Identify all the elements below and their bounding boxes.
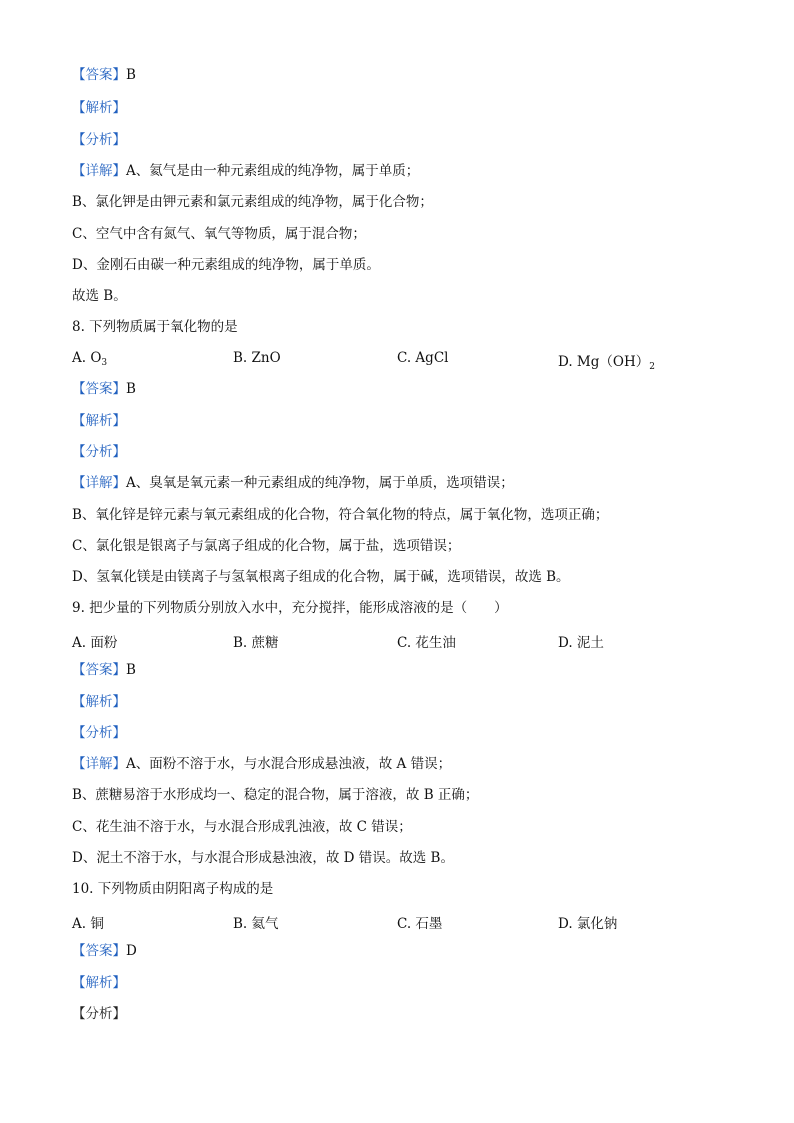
option-a: A. $O_3$ xyxy=(72,350,108,368)
answer-value: B xyxy=(126,67,136,83)
detail-line: C、花生油不溶于水，与水混合形成乳浊液，故 C 错误； xyxy=(72,819,412,835)
detail-tag: 【详解】 xyxy=(72,475,126,491)
option-a: A. 面粉 xyxy=(72,635,118,651)
fenxi-tag-line xyxy=(72,131,126,149)
answer-line xyxy=(72,661,136,679)
answer-line xyxy=(72,66,136,84)
answer-line xyxy=(72,380,136,398)
answer-tag: 【答案】 xyxy=(72,662,126,678)
analysis-tag-line xyxy=(72,974,126,992)
answer-tag: 【答案】 xyxy=(72,67,126,83)
detail-line: C、空气中含有氮气、氧气等物质，属于混合物； xyxy=(72,226,366,242)
question-stem: 8. 下列物质属于氧化物的是 xyxy=(72,319,238,335)
detail-line: B、氧化锌是锌元素与氧元素组成的化合物，符合氧化物的特点，属于氧化物，选项正确； xyxy=(72,507,609,523)
answer-value: B xyxy=(126,381,136,397)
fenxi-tag: 【分析】 xyxy=(72,1006,126,1022)
analysis-tag-line xyxy=(72,412,126,430)
answer-line xyxy=(72,942,137,960)
answer-value: B xyxy=(126,662,136,678)
option-c: C. 石墨 xyxy=(397,916,443,932)
detail-line: D、氢氧化镁是由镁离子与氢氧根离子组成的化合物，属于碱，选项错误，故选 B。 xyxy=(72,569,570,585)
option-a: A. 铜 xyxy=(72,916,104,932)
jiexi-tag: 【解析】 xyxy=(72,413,126,429)
answer-tag: 【答案】 xyxy=(72,943,126,959)
fenxi-tag-line xyxy=(72,443,126,461)
question-stem: 9. 把少量的下列物质分别放入水中，充分搅拌，能形成溶液的是（ ） xyxy=(72,600,508,616)
analysis-tag-line xyxy=(72,99,126,117)
fenxi-tag: 【分析】 xyxy=(72,725,126,741)
detail-line: C、氯化银是银离子与氯离子组成的化合物，属于盐，选项错误； xyxy=(72,538,461,554)
jiexi-tag: 【解析】 xyxy=(72,975,126,991)
fenxi-tag: 【分析】 xyxy=(72,132,126,148)
option-b: B. 蔗糖 xyxy=(233,635,279,651)
detail-tag: 【详解】 xyxy=(72,756,126,772)
detail-line xyxy=(72,162,419,180)
fenxi-tag-line xyxy=(72,1005,126,1023)
answer-value: D xyxy=(126,943,137,959)
detail-text: A、氦气是由一种元素组成的纯净物，属于单质； xyxy=(126,163,420,179)
option-d: D. $Mg(OH)_2$ xyxy=(558,354,655,372)
option-b: B. 氦气 xyxy=(233,916,279,932)
option-d: D. 氯化钠 xyxy=(558,916,618,932)
detail-line xyxy=(72,755,451,773)
detail-text: A、面粉不溶于水，与水混合形成悬浊液，故 A 错误； xyxy=(126,756,452,772)
detail-text: A、臭氧是氧元素一种元素组成的纯净物，属于单质，选项错误； xyxy=(126,475,514,491)
detail-line: D、金刚石由碳一种元素组成的纯净物，属于单质。 xyxy=(72,257,380,273)
option-c: C. AgCl xyxy=(397,350,449,366)
question-stem: 10. 下列物质由阴阳离子构成的是 xyxy=(72,881,274,897)
option-c: C. 花生油 xyxy=(397,635,456,651)
option-d: D. 泥土 xyxy=(558,635,604,651)
detail-line: B、氯化钾是由钾元素和氯元素组成的纯净物，属于化合物； xyxy=(72,194,433,210)
conclusion-line: 故选 B。 xyxy=(72,288,127,304)
answer-tag: 【答案】 xyxy=(72,381,126,397)
detail-tag: 【详解】 xyxy=(72,163,126,179)
option-b: B. ZnO xyxy=(233,350,281,366)
analysis-tag-line xyxy=(72,693,126,711)
jiexi-tag: 【解析】 xyxy=(72,694,126,710)
detail-line: D、泥土不溶于水，与水混合形成悬浊液，故 D 错误。故选 B。 xyxy=(72,850,454,866)
detail-line xyxy=(72,474,514,492)
fenxi-tag: 【分析】 xyxy=(72,444,126,460)
detail-line: B、蔗糖易溶于水形成均一、稳定的混合物，属于溶液，故 B 正确； xyxy=(72,787,479,803)
fenxi-tag-line xyxy=(72,724,126,742)
jiexi-tag: 【解析】 xyxy=(72,100,126,116)
